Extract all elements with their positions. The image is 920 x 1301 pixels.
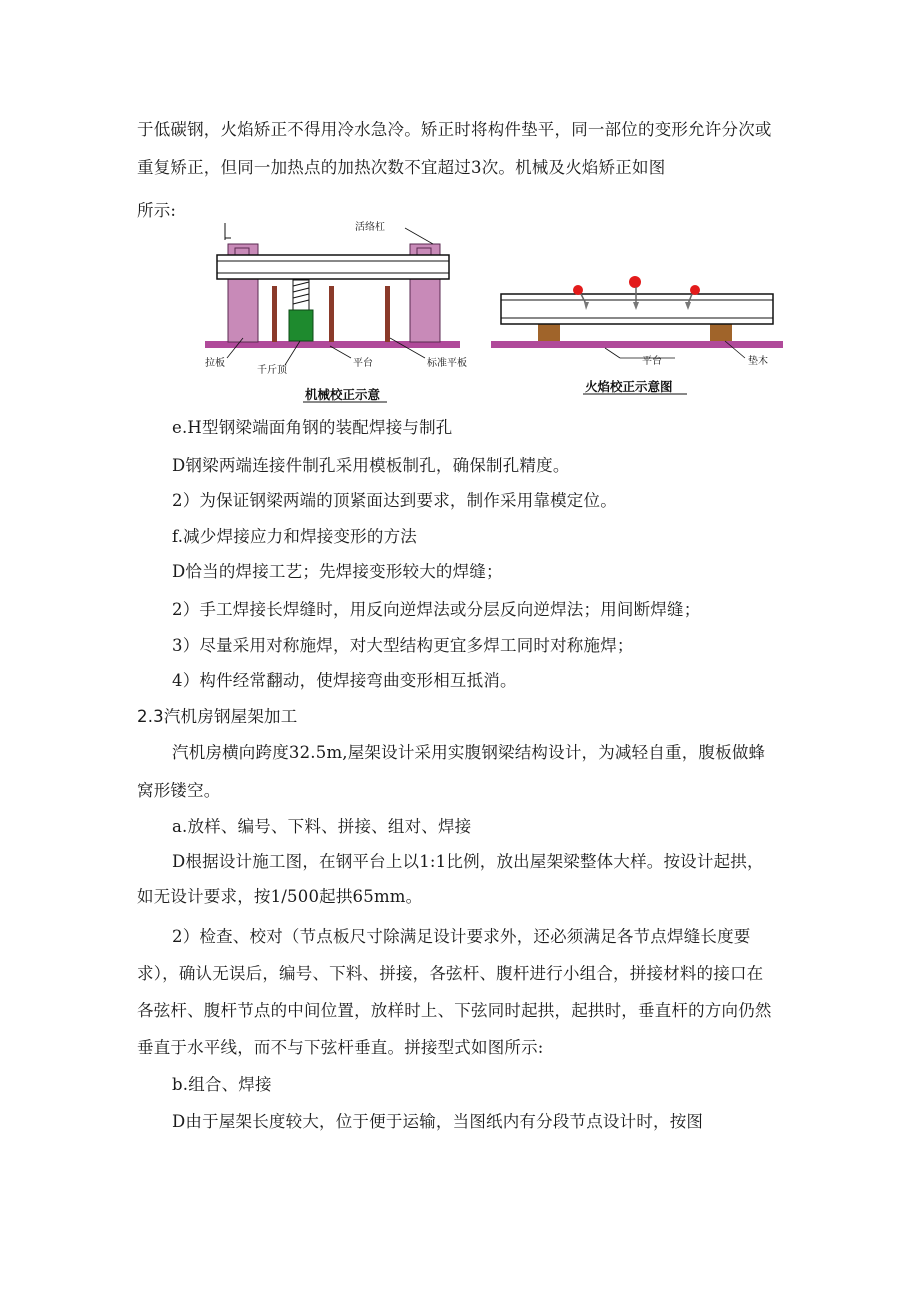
list-item: 2）检查、校对（节点板尺寸除满足设计要求外，还必须满足各节点焊缝长度要 [172, 927, 751, 946]
jack [289, 280, 313, 341]
list-item-continuation: 垂直于水平线，而不与下弦杆垂直。拼接型式如图所示: [137, 1038, 544, 1057]
label-platform: 平台 [353, 358, 373, 369]
rod [329, 286, 334, 342]
list-item: D由于屋架长度较大，位于便于运输，当图纸内有分段节点设计时，按图 [172, 1112, 704, 1131]
paragraph-line: 汽机房横向跨度32.5m,屋架设计采用实腹钢梁结构设计，为减轻自重，腹板做蜂 [172, 743, 766, 762]
label-active-bar: 活络杠 [355, 222, 385, 233]
top-beam [217, 255, 449, 279]
label-standard-plate: 标准平板 [427, 358, 467, 369]
paragraph-line: 窝形镂空。 [137, 781, 221, 800]
list-item: D恰当的焊接工艺；先焊接变形较大的焊缝； [172, 562, 503, 581]
label-wood-block: 垫木 [748, 356, 768, 367]
label-pull-plate: 拉板 [205, 358, 225, 369]
rod [272, 286, 277, 342]
list-item: D钢梁两端连接件制孔采用模板制孔，确保制孔精度。 [172, 456, 570, 475]
caption-flame: 火焰校正示意图 [585, 379, 673, 394]
straightening-diagram [205, 218, 790, 408]
paragraph-text: 于低碳钢，火焰矫正不得用冷水急冷。矫正时将构件垫平，同一部位的变形允许分次或 [137, 120, 772, 139]
label-jack: 千斤顶 [257, 365, 287, 376]
list-item: 4）构件经常翻动，使焊接弯曲变形相互抵消。 [172, 671, 517, 690]
subsection-title: a.放样、编号、下料、拼接、组对、焊接 [172, 817, 472, 836]
subsection-title: f.减少焊接应力和焊接变形的方法 [172, 527, 417, 546]
list-item: D根据设计施工图，在钢平台上以1:1比例，放出屋架梁整体大样。按设计起拱， [172, 852, 764, 871]
list-item: 2）为保证钢梁两端的顶紧面达到要求，制作采用靠模定位。 [172, 491, 617, 510]
paragraph-line [137, 120, 783, 140]
subsection-title: e.H型钢梁端面角钢的装配焊接与制孔 [172, 418, 453, 437]
straightening-figure [205, 218, 790, 408]
list-item-continuation: 各弦杆、腹杆节点的中间位置，放样时上、下弦同时起拱，起拱时，垂直杆的方向仍然 [137, 1001, 772, 1020]
flame-platform [491, 341, 783, 348]
list-item: 3）尽量采用对称施焊，对大型结构更宜多焊工同时对称施焊； [172, 636, 634, 655]
wood-block [710, 324, 732, 341]
subsection-title: b.组合、焊接 [172, 1075, 272, 1094]
flame-beam [501, 294, 773, 324]
flame-diagram [491, 276, 783, 394]
mechanical-diagram [205, 220, 467, 402]
rod [385, 286, 390, 342]
list-item-continuation: 如无设计要求，按1/500起拱65mm。 [137, 887, 423, 906]
list-item: 2）手工焊接长焊缝时，用反向逆焊法或分层反向逆焊法；用间断焊缝； [172, 600, 701, 619]
list-item-continuation: 求），确认无误后，编号、下料、拼接，各弦杆、腹杆进行小组合，拼接材料的接口在 [137, 964, 764, 983]
label-flame-platform: 平台 [642, 356, 662, 367]
caption-mechanical: 机械校正示意 [305, 387, 381, 402]
paragraph-line: 重复矫正，但同一加热点的加热次数不宜超过3次。机械及火焰矫正如图 [137, 158, 666, 177]
section-heading: 2.3汽机房钢屋架加工 [137, 707, 298, 726]
wood-block [538, 324, 560, 341]
paragraph-line: 所示: [137, 201, 177, 220]
